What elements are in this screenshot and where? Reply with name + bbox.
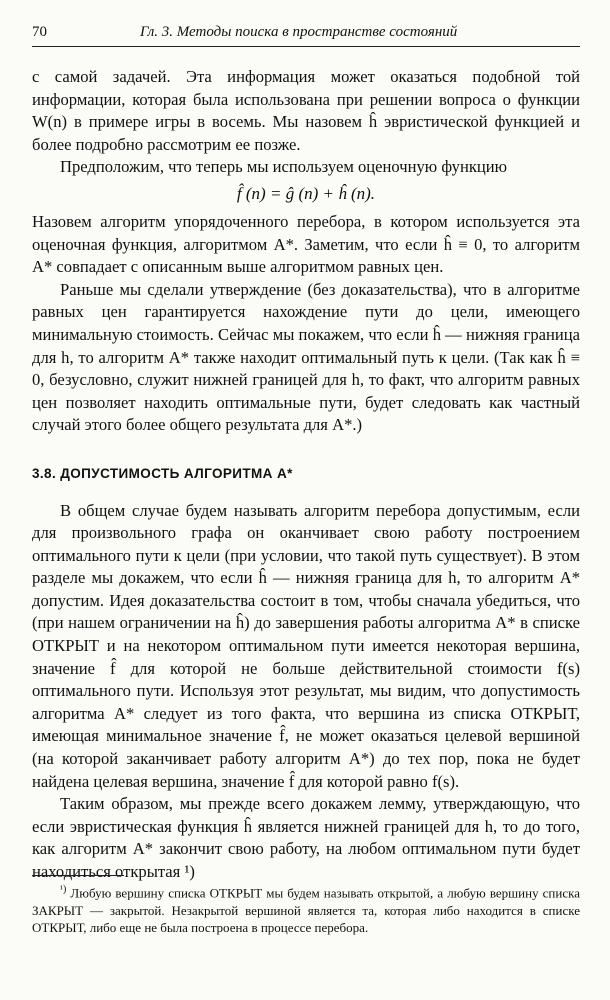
paragraph-lemma: Таким образом, мы прежде всего докажем лемму, утверждающую, что если эвристическая функция ĥ является нижней границей для h, то до того, как алгоритм A* закончит свою работу, на любом оптимальном пути будет находиться открытая ¹) bbox=[32, 794, 580, 881]
footnote-mark: ¹) bbox=[60, 884, 67, 895]
paragraph-lower-bound: Раньше мы сделали утверждение (без доказательства), что в алгоритме равных цен гарантируется нахождение пути до цели, имеющего минимальную стоимость. Сейчас мы покажем, что если ĥ — нижняя граница для h, то алгоритм A* также находит оптимальный путь к цели. (Так как ĥ ≡ 0, безусловно, служит нижней границей для h, то факт, что алгоритм равных цен позволяет находить оптимальные пути, будет следовать как частный случай этого более общего результата для A*.) bbox=[32, 279, 580, 435]
paragraph-suppose: Предположим, что теперь мы используем оценочную функцию bbox=[60, 157, 508, 177]
paragraph-admissibility: В общем случае будем называть алгоритм перебора допустимым, если для произвольного графа он оканчивает свою работу построением оптимального пути к цели (при условии, что такой путь существует). В этом разделе мы докажем, что если ĥ — нижняя граница для h, то алгоритм A* допустим. Идея доказательства состоит в том, чтобы сначала убедиться, что (при нашем ограничении на ĥ) до завершения работы алгоритма A* в списке ОТКРЫТ и на некотором оптимальном пути имеется некоторая вершина, значение f̂ для которой не больше действительной стоимости f(s) оптимального пути. Используя этот результат, мы видим, что допустимость алгоритма A* следует из того факта, что вершина из списка ОТКРЫТ, имеющая минимальное значение f̂, не может оказаться целевой вершиной (на которой заканчивает работу алгоритм A*) до тех пор, пока не будет найдена целевая вершина, значение f̂ для которой равно f(s). bbox=[32, 500, 580, 791]
footnote-rule bbox=[32, 875, 124, 876]
running-title: Гл. 3. Методы поиска в пространстве состояний bbox=[140, 24, 458, 40]
footnote bbox=[32, 881, 580, 937]
evaluation-function-formula: f̂ (n) = ĝ (n) + ĥ (n). bbox=[236, 183, 376, 203]
header-rule bbox=[32, 46, 580, 47]
paragraph-continuation: с самой задачей. Эта информация может оказаться подобной той информации, которая была использована при решении вопроса о функции W(n) в примере игры в восемь. Мы назовем ĥ эвристической функцией и более подробно рассмотрим ее позже. bbox=[32, 67, 580, 154]
footnote-text: Любую вершину списка ОТКРЫТ мы будем называть открытой, а любую вершину списка ЗАКРЫТ — закрытой. Незакрытой вершиной является та, которая либо находится в списке ОТКРЫТ, либо еще не была построена в процессе перебора. bbox=[32, 885, 581, 936]
body-text bbox=[32, 66, 580, 884]
paragraph-a-star-definition: Назовем алгоритм упорядоченного перебора, в котором используется эта оценочная функция, алгоритмом A*. Заметим, что если ĥ ≡ 0, то алгоритм A* совпадает с описанным выше алгоритмом равных цен. bbox=[32, 211, 580, 277]
page-number: 70 bbox=[32, 24, 47, 40]
section-heading: 3.8. ДОПУСТИМОСТЬ АЛГОРИТМА A* bbox=[32, 465, 293, 481]
